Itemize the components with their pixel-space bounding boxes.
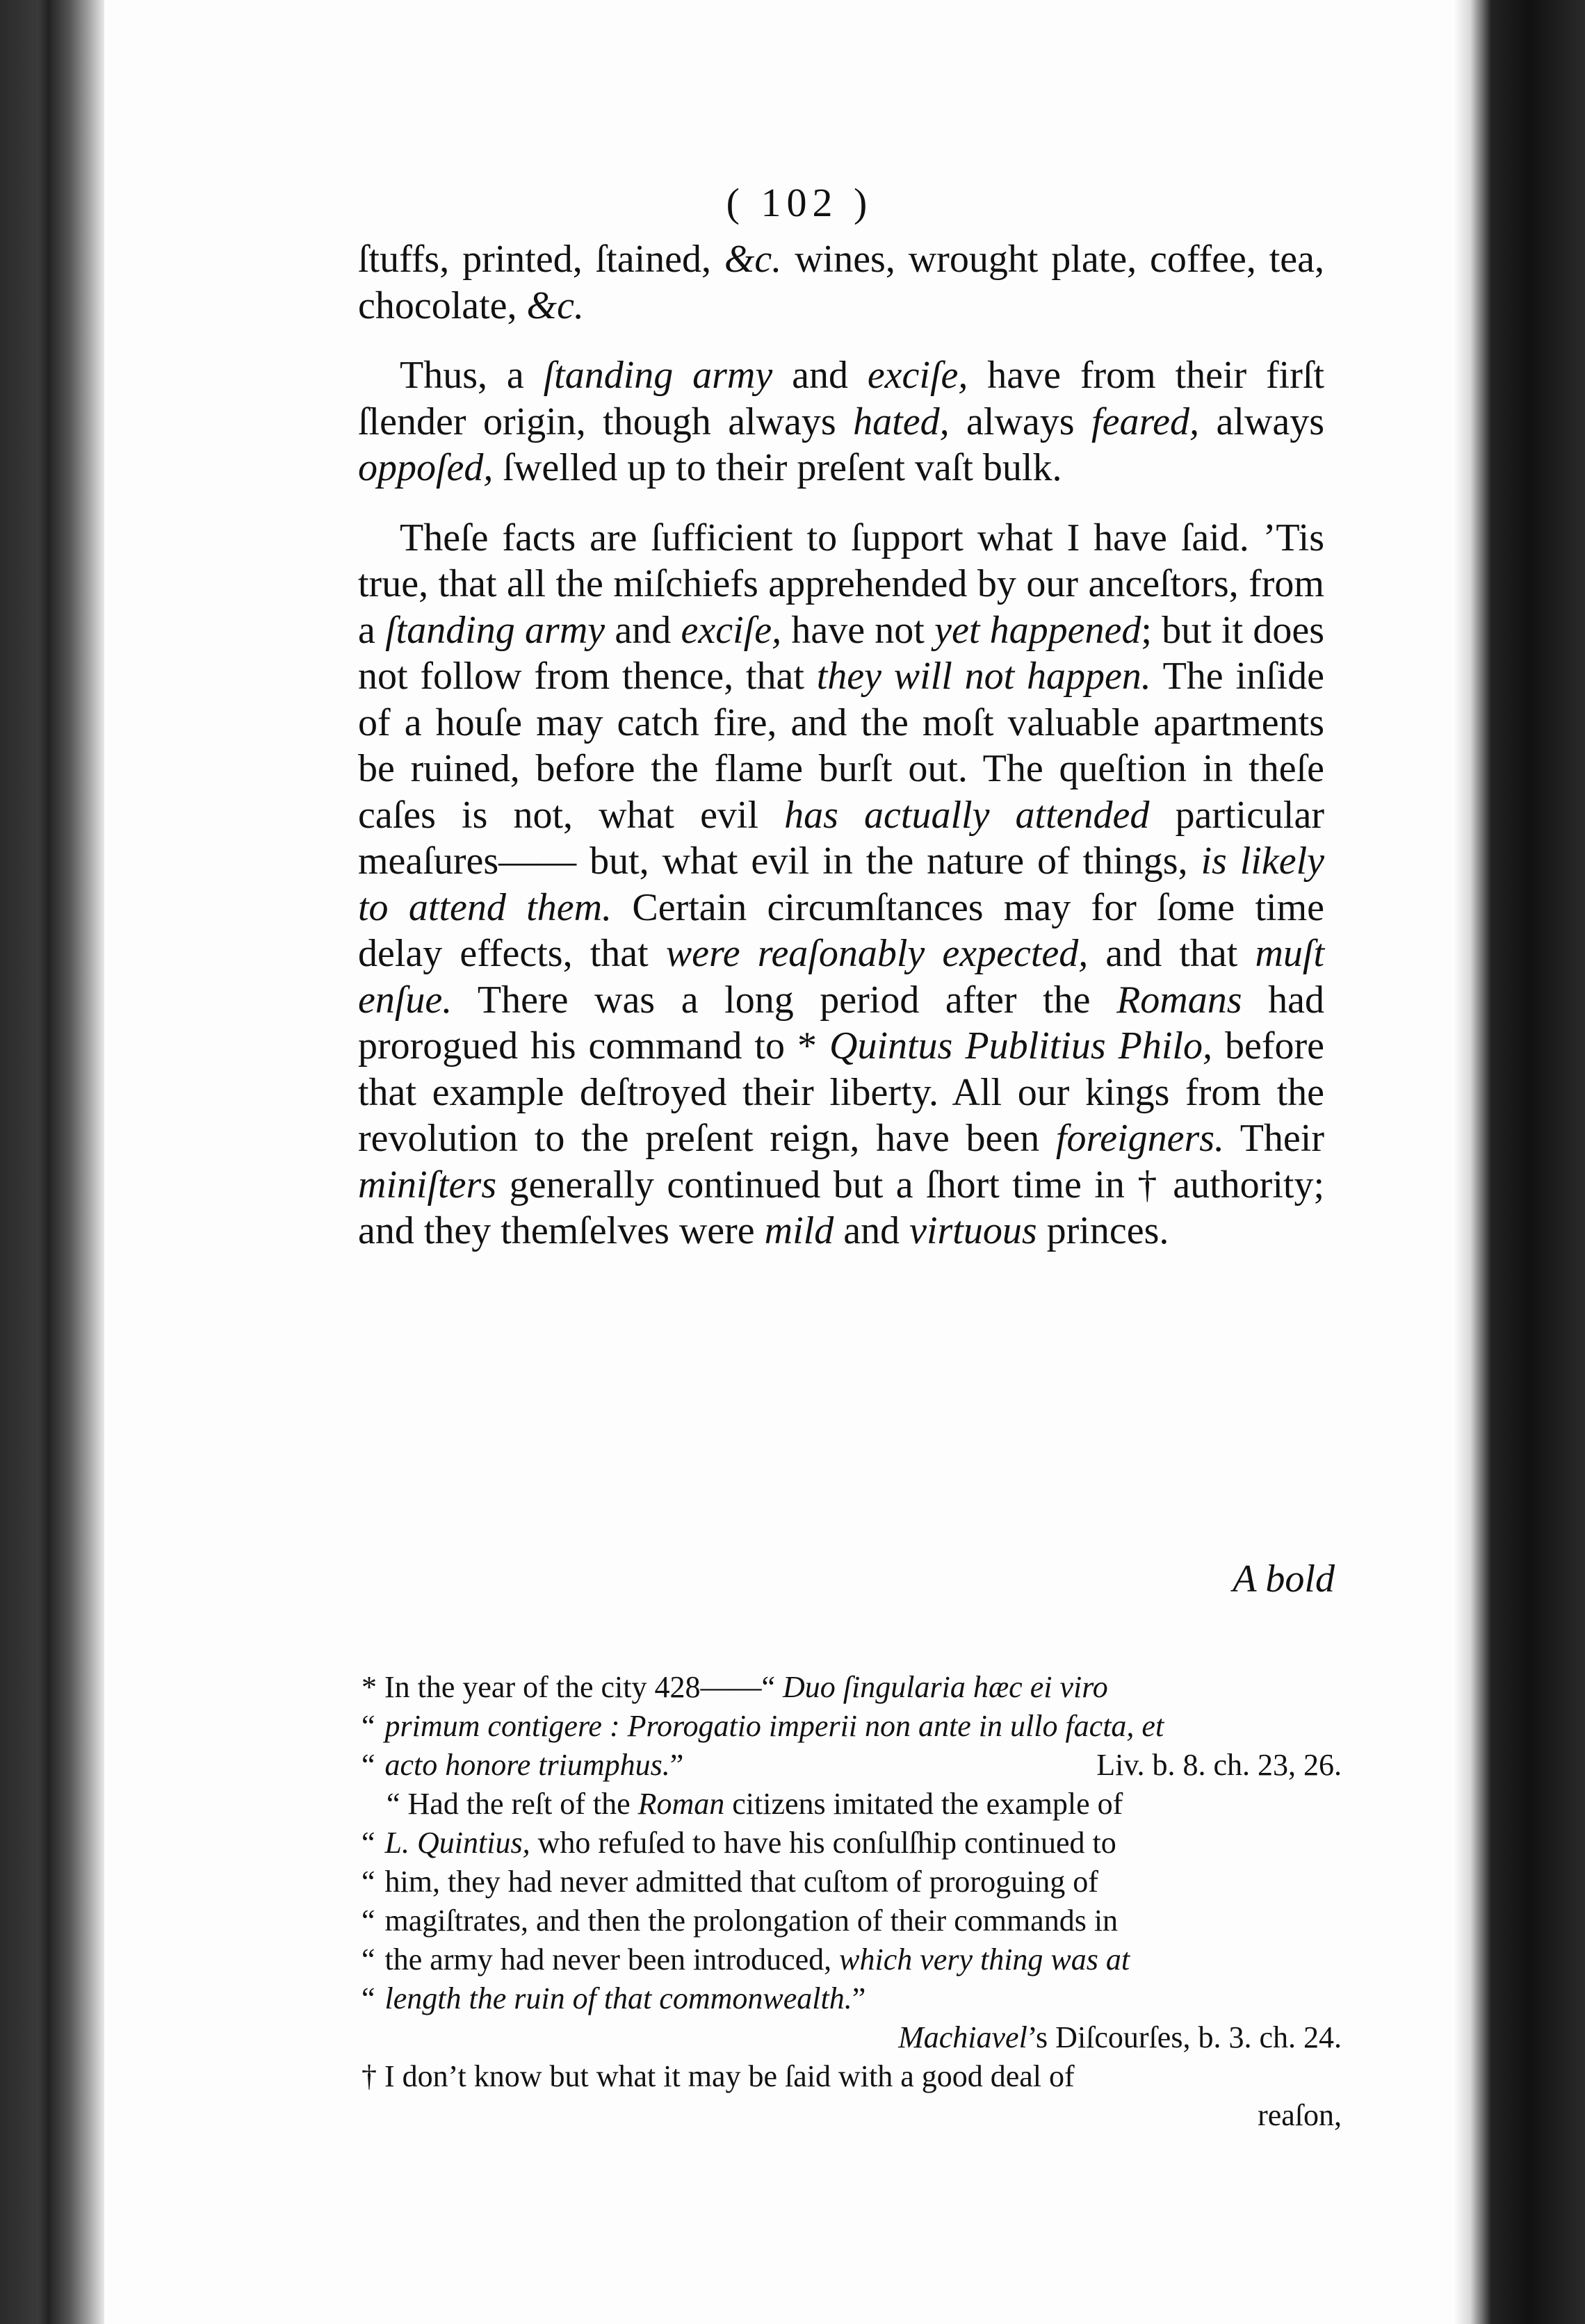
quote-mark: “ xyxy=(361,1904,375,1938)
catchword-text: A bold xyxy=(1233,1557,1335,1601)
footnote-dagger-continuation: reaſon, xyxy=(1258,2098,1342,2132)
text-run: ſtuffs, printed, ſtained, xyxy=(358,238,724,281)
text-run: wines, wrought plate, coffee, tea, chocolate, xyxy=(358,238,1324,327)
italic-run: muſt enſue. xyxy=(358,932,1324,1022)
quote-mark: “ xyxy=(361,1709,375,1743)
italic-run: virtuous xyxy=(909,1209,1037,1252)
italic-run: &c. xyxy=(526,284,584,327)
text-run: and xyxy=(605,608,681,652)
italic-run: Roman xyxy=(637,1787,725,1821)
text-run: Thus, a xyxy=(400,354,544,397)
catchword xyxy=(1147,1557,1335,1601)
italic-run: Quintus Publitius Philo, xyxy=(829,1024,1212,1067)
text-run: ” xyxy=(852,1981,866,2015)
italic-run: oppoſed, xyxy=(358,446,494,489)
text-run: always xyxy=(1199,400,1324,443)
footnote-line xyxy=(361,1901,1342,1940)
footnote-line xyxy=(361,1863,1342,1901)
footnote-line xyxy=(361,1940,1342,1979)
quote-mark: “ xyxy=(361,1865,375,1899)
text-run: There was a long period after the xyxy=(452,978,1117,1022)
footnote-line xyxy=(361,1707,1342,1746)
paragraph-1 xyxy=(358,236,1324,329)
italic-run: which very thing was at xyxy=(839,1942,1130,1977)
italic-run: Machiavel xyxy=(898,2020,1027,2054)
footnotes xyxy=(361,1668,1342,2135)
italic-run: L. Quintius, xyxy=(384,1826,530,1860)
scan-right-edge xyxy=(1453,0,1585,2324)
italic-run: Duo ſingularia hæc ei viro xyxy=(783,1670,1108,1704)
footnote-line xyxy=(361,1824,1342,1863)
italic-run: Romans xyxy=(1116,978,1242,1022)
citation: Liv. b. 8. ch. 23, 26. xyxy=(1096,1748,1342,1782)
italic-run: exciſe, xyxy=(867,354,968,397)
text-run: and xyxy=(834,1209,910,1252)
italic-run: length the ruin of that commonwealth. xyxy=(384,1981,852,2015)
italic-run: is likely to attend them. xyxy=(358,840,1325,929)
text-run: Theſe facts are ſufficient to ſupport what I have ſaid. ’Tis true, that all the miſchiefs apprehended by our anceſtors, from a xyxy=(358,516,1324,652)
footnote-line xyxy=(361,1785,1342,1824)
italic-run: exciſe, xyxy=(681,608,782,652)
text-run: always xyxy=(949,400,1092,443)
italic-run: were reaſonably expected, xyxy=(665,932,1089,975)
text-run: The inſide of a houſe may catch fire, and the moſt valuable apartments be ruined, before the flame burſt out. The queſtion in theſe caſes is not, what evil xyxy=(358,655,1324,837)
text-run: have not xyxy=(781,608,935,652)
footnote-line xyxy=(361,1668,1342,1707)
italic-run: foreigners. xyxy=(1055,1117,1225,1160)
italic-run: ſtanding army xyxy=(543,354,773,397)
italic-run: miniſters xyxy=(358,1163,497,1206)
text-run: had prorogued his command to * xyxy=(358,978,1324,1067)
footnote-citation xyxy=(361,2018,1342,2057)
paragraph-2 xyxy=(358,352,1324,491)
page-number: ( 102 ) xyxy=(726,180,873,225)
body-text xyxy=(358,236,1324,1254)
italic-run: &c. xyxy=(724,238,782,281)
text-run: * In the year of the city 428——“ xyxy=(361,1670,783,1704)
quote-mark: “ xyxy=(361,1748,375,1782)
text-run: the army had never been introduced, xyxy=(384,1942,840,1977)
italic-run: hated, xyxy=(853,400,950,443)
quote-mark: “ xyxy=(361,1942,375,1977)
quote-mark: “ xyxy=(361,1981,375,2015)
text-run: ; but it does not follow from thence, that xyxy=(358,608,1325,698)
text-run: citizens imitated the example of xyxy=(724,1787,1123,1821)
text-run: ſwelled up to their preſent vaſt bulk. xyxy=(493,446,1062,489)
text-run: him, they had never admitted that cuſtom of proroguing of xyxy=(384,1865,1098,1899)
italic-run: feared, xyxy=(1091,400,1200,443)
footnote-line xyxy=(361,1979,1342,2018)
paragraph-3 xyxy=(358,515,1324,1254)
italic-run: acto honore triumphus. xyxy=(384,1748,670,1782)
text-run: ’s Diſcourſes, b. 3. ch. 24. xyxy=(1027,2020,1342,2054)
footnote-dagger: † I don’t know but what it may be ſaid with a good deal of xyxy=(361,2059,1075,2093)
text-run: have from their firſt ſlender origin, though always xyxy=(358,354,1325,443)
footnote-line xyxy=(361,1746,1342,1785)
italic-run: ſtanding army xyxy=(385,608,605,652)
text-run: Certain circumſtances may for ſome time delay effects, that xyxy=(358,885,1324,975)
text-run: generally continued but a ſhort time in † authority; and they themſelves were xyxy=(358,1163,1324,1252)
scan-left-edge xyxy=(0,0,104,2324)
italic-run: has actually attended xyxy=(784,793,1150,837)
text-run: who refuſed to have his conſulſhip continued to xyxy=(530,1826,1116,1860)
text-run: Their xyxy=(1224,1117,1324,1160)
text-run: and xyxy=(772,354,868,397)
text-run: magiſtrates, and then the prolongation of their commands in xyxy=(384,1904,1119,1938)
text-run: and that xyxy=(1088,932,1255,975)
text-run: ” xyxy=(669,1748,684,1782)
italic-run: mild xyxy=(764,1209,834,1252)
text-run: “ Had the reſt of the xyxy=(387,1787,638,1821)
text-run: princes. xyxy=(1037,1209,1169,1252)
quote-mark: “ xyxy=(361,1826,375,1860)
text-run: particular meaſures—— but, what evil in the nature of things, xyxy=(358,793,1324,883)
italic-run: yet happened xyxy=(934,608,1141,652)
text-run: before that example deſtroyed their liberty. All our kings from the revolution to the preſent reign, have been xyxy=(358,1024,1324,1160)
italic-run: primum contigere : Prorogatio imperii non ante in ullo facta, et xyxy=(384,1709,1164,1743)
italic-run: they will not happen. xyxy=(816,655,1151,698)
